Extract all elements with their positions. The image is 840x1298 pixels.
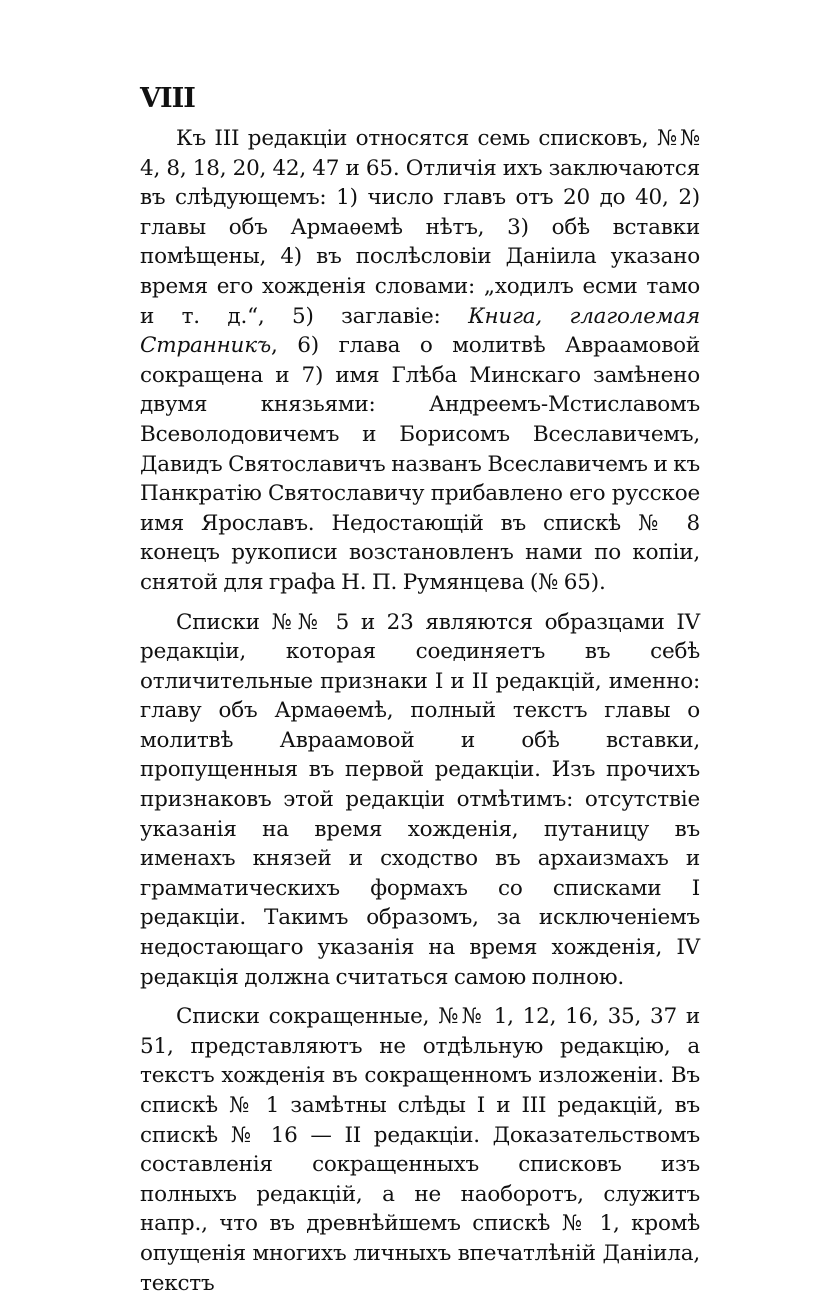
book-title-italic: Книга, глаголемая Странникъ	[140, 303, 701, 359]
paragraph-redaction-iv: Списки №№ 5 и 23 являются образцами IV редакціи, которая соединяетъ въ себѣ отличительные признаки I и II редакцій, именно: главу объ Армаѳемѣ, полный текстъ главы о молитвѣ Авраамовой и обѣ вставки, пропущенныя въ первой редакціи. Изъ прочихъ признаковъ этой редакціи отмѣтимъ: отсутствіе указанія на время хожденія, путаницу въ именахъ князей и сходство въ архаизмахъ и грамматическихъ формахъ со списками I редакціи. Такимъ образомъ, за исключеніемъ недостающаго указанія на время хожденія, IV редакція должна считаться самою полною.	[140, 609, 700, 990]
paragraph-redaction-iii-text-start: Къ III редакціи относятся семь списковъ, №№ 4, 8, 18, 20, 42, 47 и 65. Отличія ихъ заключаются въ слѣдующемъ: 1) число главъ отъ 20 до 40, 2) главы объ Армаѳемѣ нѣтъ, 3) обѣ вставки помѣщены, 4) въ послѣсловіи Даніила указано время его хожденія словами: „ходилъ есми тамо и т. д.“, 5) заглавіе:	[140, 126, 700, 329]
paragraph-redaction-iii	[140, 124, 700, 598]
body-text	[140, 124, 700, 1298]
page-number: VIII	[140, 83, 195, 114]
paragraph-abridged-lists: Списки сокращенные, №№ 1, 12, 16, 35, 37 и 51, представляютъ не отдѣльную редакцію, а текстъ хожденія въ сокращенномъ изложеніи. Въ спискѣ № 1 замѣтны слѣды I и III редакцій, въ спискѣ № 16 — II редакціи. Доказательствомъ составленія сокращенныхъ списковъ изъ полныхъ редакцій, а не наоборотъ, служитъ напр., что въ древнѣйшемъ спискѣ № 1, кромѣ опущенія многихъ личныхъ впечатлѣній Даніила, текстъ	[140, 1004, 700, 1296]
paragraph-redaction-iii-text-end: , 6) глава о молитвѣ Авраамовой сокращена и 7) имя Глѣба Минскаго замѣнено двумя князьями: Андреемъ-Мстиславомъ Всеволодовичемъ и Борисомъ Всеславичемъ, Давидъ Святославичъ названъ Всеславичемъ и къ Панкратію Святославичу прибавлено его русское имя Ярославъ. Недостающій въ спискѣ № 8 конецъ рукописи возстановленъ нами по копіи, снятой для графа Н. П. Румянцева (№ 65).	[140, 333, 700, 595]
